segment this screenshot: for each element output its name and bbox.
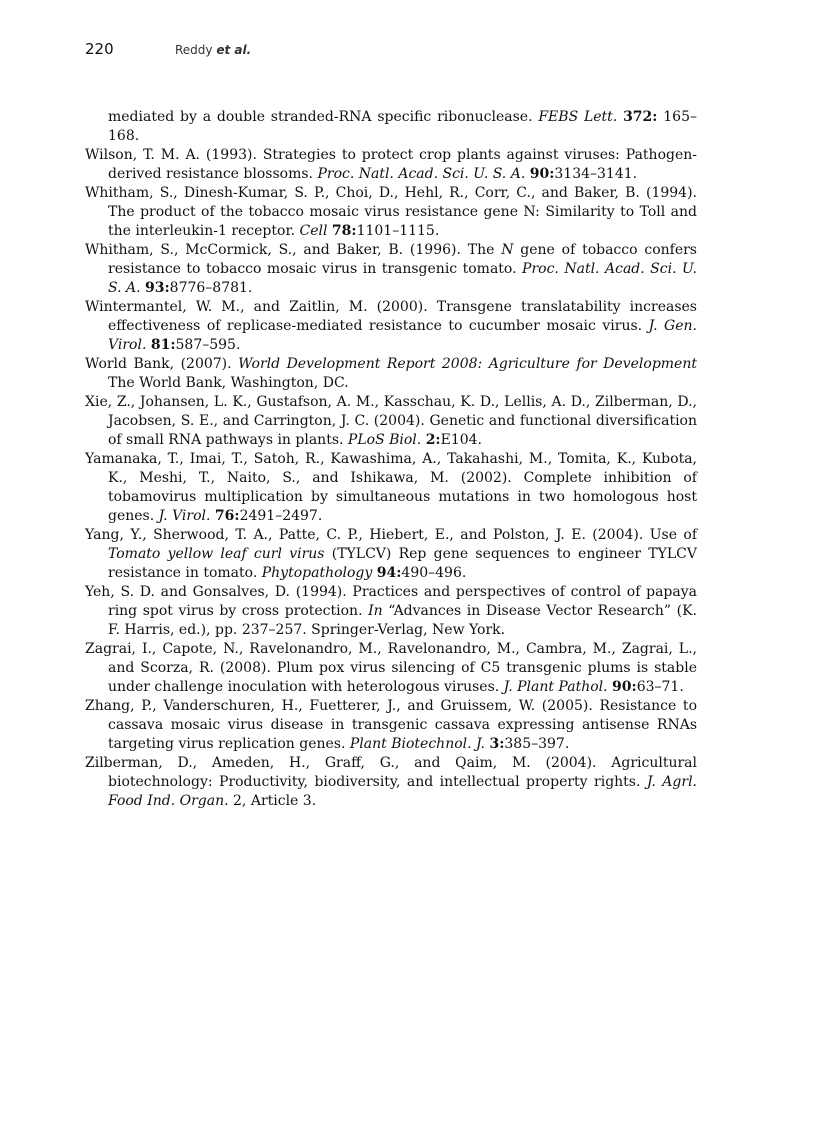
reference-text: gene of tobacco confers resistance to tobacco mosaic virus in transgenic tomato.	[108, 242, 697, 277]
reference-volume: 93:	[145, 280, 170, 296]
reference-entry	[85, 146, 697, 184]
reference-entry	[85, 184, 697, 241]
page-number: 220	[85, 40, 114, 58]
reference-text: Wilson, T. M. A. (1993). Strategies to protect crop plants against viruses: Pathogen-derived resistance blossoms.	[85, 147, 697, 182]
reference-italic-text: Proc. Natl. Acad. Sci. U. S. A.	[317, 166, 526, 182]
reference-text: Zhang, P., Vanderschuren, H., Fuetterer, J., and Gruissem, W. (2005). Resistance to cassava mosaic virus disease in transgenic cassava expressing antisense RNAs targeting virus replication genes.	[85, 698, 697, 752]
running-header	[85, 40, 251, 64]
reference-entry	[85, 241, 697, 298]
reference-text: Xie, Z., Johansen, L. K., Gustafson, A. M., Kasschau, K. D., Lellis, A. D., Zilberman, D., Jacobsen, S. E., and Carrington, J. C. (2004). Genetic and functional diversification of small RNA pathways in plants.	[85, 394, 697, 448]
reference-volume: 2:	[425, 432, 441, 448]
reference-text: Yang, Y., Sherwood, T. A., Patte, C. P., Hiebert, E., and Polston, J. E. (2004). Use of	[85, 527, 697, 543]
reference-italic-text: Plant Biotechnol. J.	[349, 736, 485, 752]
reference-italic-text: Tomato yellow leaf curl virus	[108, 546, 325, 562]
reference-text: mediated by a double stranded-RNA specific ribonuclease.	[108, 109, 539, 125]
running-head-etal: et al.	[216, 43, 252, 57]
reference-italic-text: PLoS Biol.	[347, 432, 422, 448]
reference-text: 2, Article 3.	[228, 793, 317, 809]
reference-text: World Bank, (2007).	[85, 356, 239, 372]
reference-entry	[85, 298, 697, 355]
reference-italic-text: Cell	[299, 223, 328, 239]
reference-text: Wintermantel, W. M., and Zaitlin, M. (2000). Transgene translatability increases effectiveness of replicase-mediated resistance to cucumber mosaic virus.	[85, 299, 697, 334]
reference-volume: 76:	[214, 508, 240, 524]
reference-text: 1101–1115.	[356, 223, 440, 239]
reference-text: The World Bank, Washington, DC.	[108, 375, 349, 391]
reference-italic-text: Phytopathology	[261, 565, 373, 581]
reference-text: 490–496.	[401, 565, 467, 581]
reference-text: 165–168.	[108, 109, 697, 144]
reference-entry	[85, 583, 697, 640]
reference-text: 587–595.	[175, 337, 241, 353]
reference-entry	[85, 754, 697, 811]
reference-volume: 90:	[612, 679, 637, 695]
reference-volume: 78:	[331, 223, 357, 239]
reference-italic-text: J. Virol.	[158, 508, 211, 524]
reference-text: E104.	[440, 432, 483, 448]
reference-text: (TYLCV) Rep gene sequences to engineer TYLCV resistance in tomato.	[108, 546, 697, 581]
reference-entry	[85, 108, 697, 146]
reference-text: Whitham, S., McCormick, S., and Baker, B. (1996). The	[85, 242, 502, 258]
reference-list	[85, 108, 697, 811]
reference-volume: 94:	[376, 565, 402, 581]
reference-entry	[85, 526, 697, 583]
reference-text: Yeh, S. D. and Gonsalves, D. (1994). Practices and perspectives of control of papaya ring spot virus by cross protection.	[85, 584, 697, 619]
reference-entry	[85, 393, 697, 450]
reference-italic-text: Proc. Natl. Acad. Sci. U. S. A.	[108, 261, 697, 296]
reference-italic-text: World Development Report 2008: Agriculture for Development	[238, 356, 697, 372]
reference-italic-text: N	[501, 242, 514, 258]
reference-italic-text: J. Agrl. Food Ind. Organ.	[108, 774, 698, 809]
reference-text: Zilberman, D., Ameden, H., Graff, G., and Qaim, M. (2004). Agricultural biotechnology: Productivity, biodiversity, and intellectual property rights.	[85, 755, 697, 790]
reference-italic-text: In	[368, 603, 383, 619]
reference-entry	[85, 355, 697, 393]
reference-italic-text: FEBS Lett.	[538, 109, 618, 125]
reference-text: Whitham, S., Dinesh-Kumar, S. P., Choi, D., Hehl, R., Corr, C., and Baker, B. (1994). The product of the tobacco mosaic virus resistance gene N: Similarity to Toll and the interleukin-1 receptor.	[85, 185, 697, 239]
running-head-author: Reddy	[175, 43, 213, 57]
reference-text: 63–71.	[636, 679, 684, 695]
running-head-authors	[175, 43, 251, 57]
reference-entry	[85, 450, 697, 526]
reference-text: 385–397.	[504, 736, 570, 752]
reference-text: Zagrai, I., Capote, N., Ravelonandro, M., Ravelonandro, M., Cambra, M., Zagrai, L., and Scorza, R. (2008). Plum pox virus silencing of C5 transgenic plums is stable under challenge inoculation with heterologous viruses.	[85, 641, 697, 695]
reference-text: “Advances in Disease Vector Research” (K. F. Harris, ed.), pp. 237–257. Springer-Verlag, New York.	[108, 603, 697, 638]
reference-volume: 372:	[623, 109, 658, 125]
reference-text: Yamanaka, T., Imai, T., Satoh, R., Kawashima, A., Takahashi, M., Tomita, K., Kubota, K., Meshi, T., Naito, S., and Ishikawa, M. (2002). Complete inhibition of tobamovirus multiplication by simultaneous mutations in two homologous host genes.	[85, 451, 697, 524]
reference-italic-text: J. Plant Pathol.	[503, 679, 608, 695]
reference-text: 8776–8781.	[169, 280, 253, 296]
reference-volume: 90:	[529, 166, 555, 182]
reference-italic-text: J. Gen. Virol.	[108, 318, 697, 353]
reference-entry	[85, 697, 697, 754]
reference-text: 3134–3141.	[554, 166, 638, 182]
reference-entry	[85, 640, 697, 697]
reference-volume: 3:	[489, 736, 505, 752]
reference-volume: 81:	[150, 337, 176, 353]
reference-text: 2491–2497.	[239, 508, 323, 524]
